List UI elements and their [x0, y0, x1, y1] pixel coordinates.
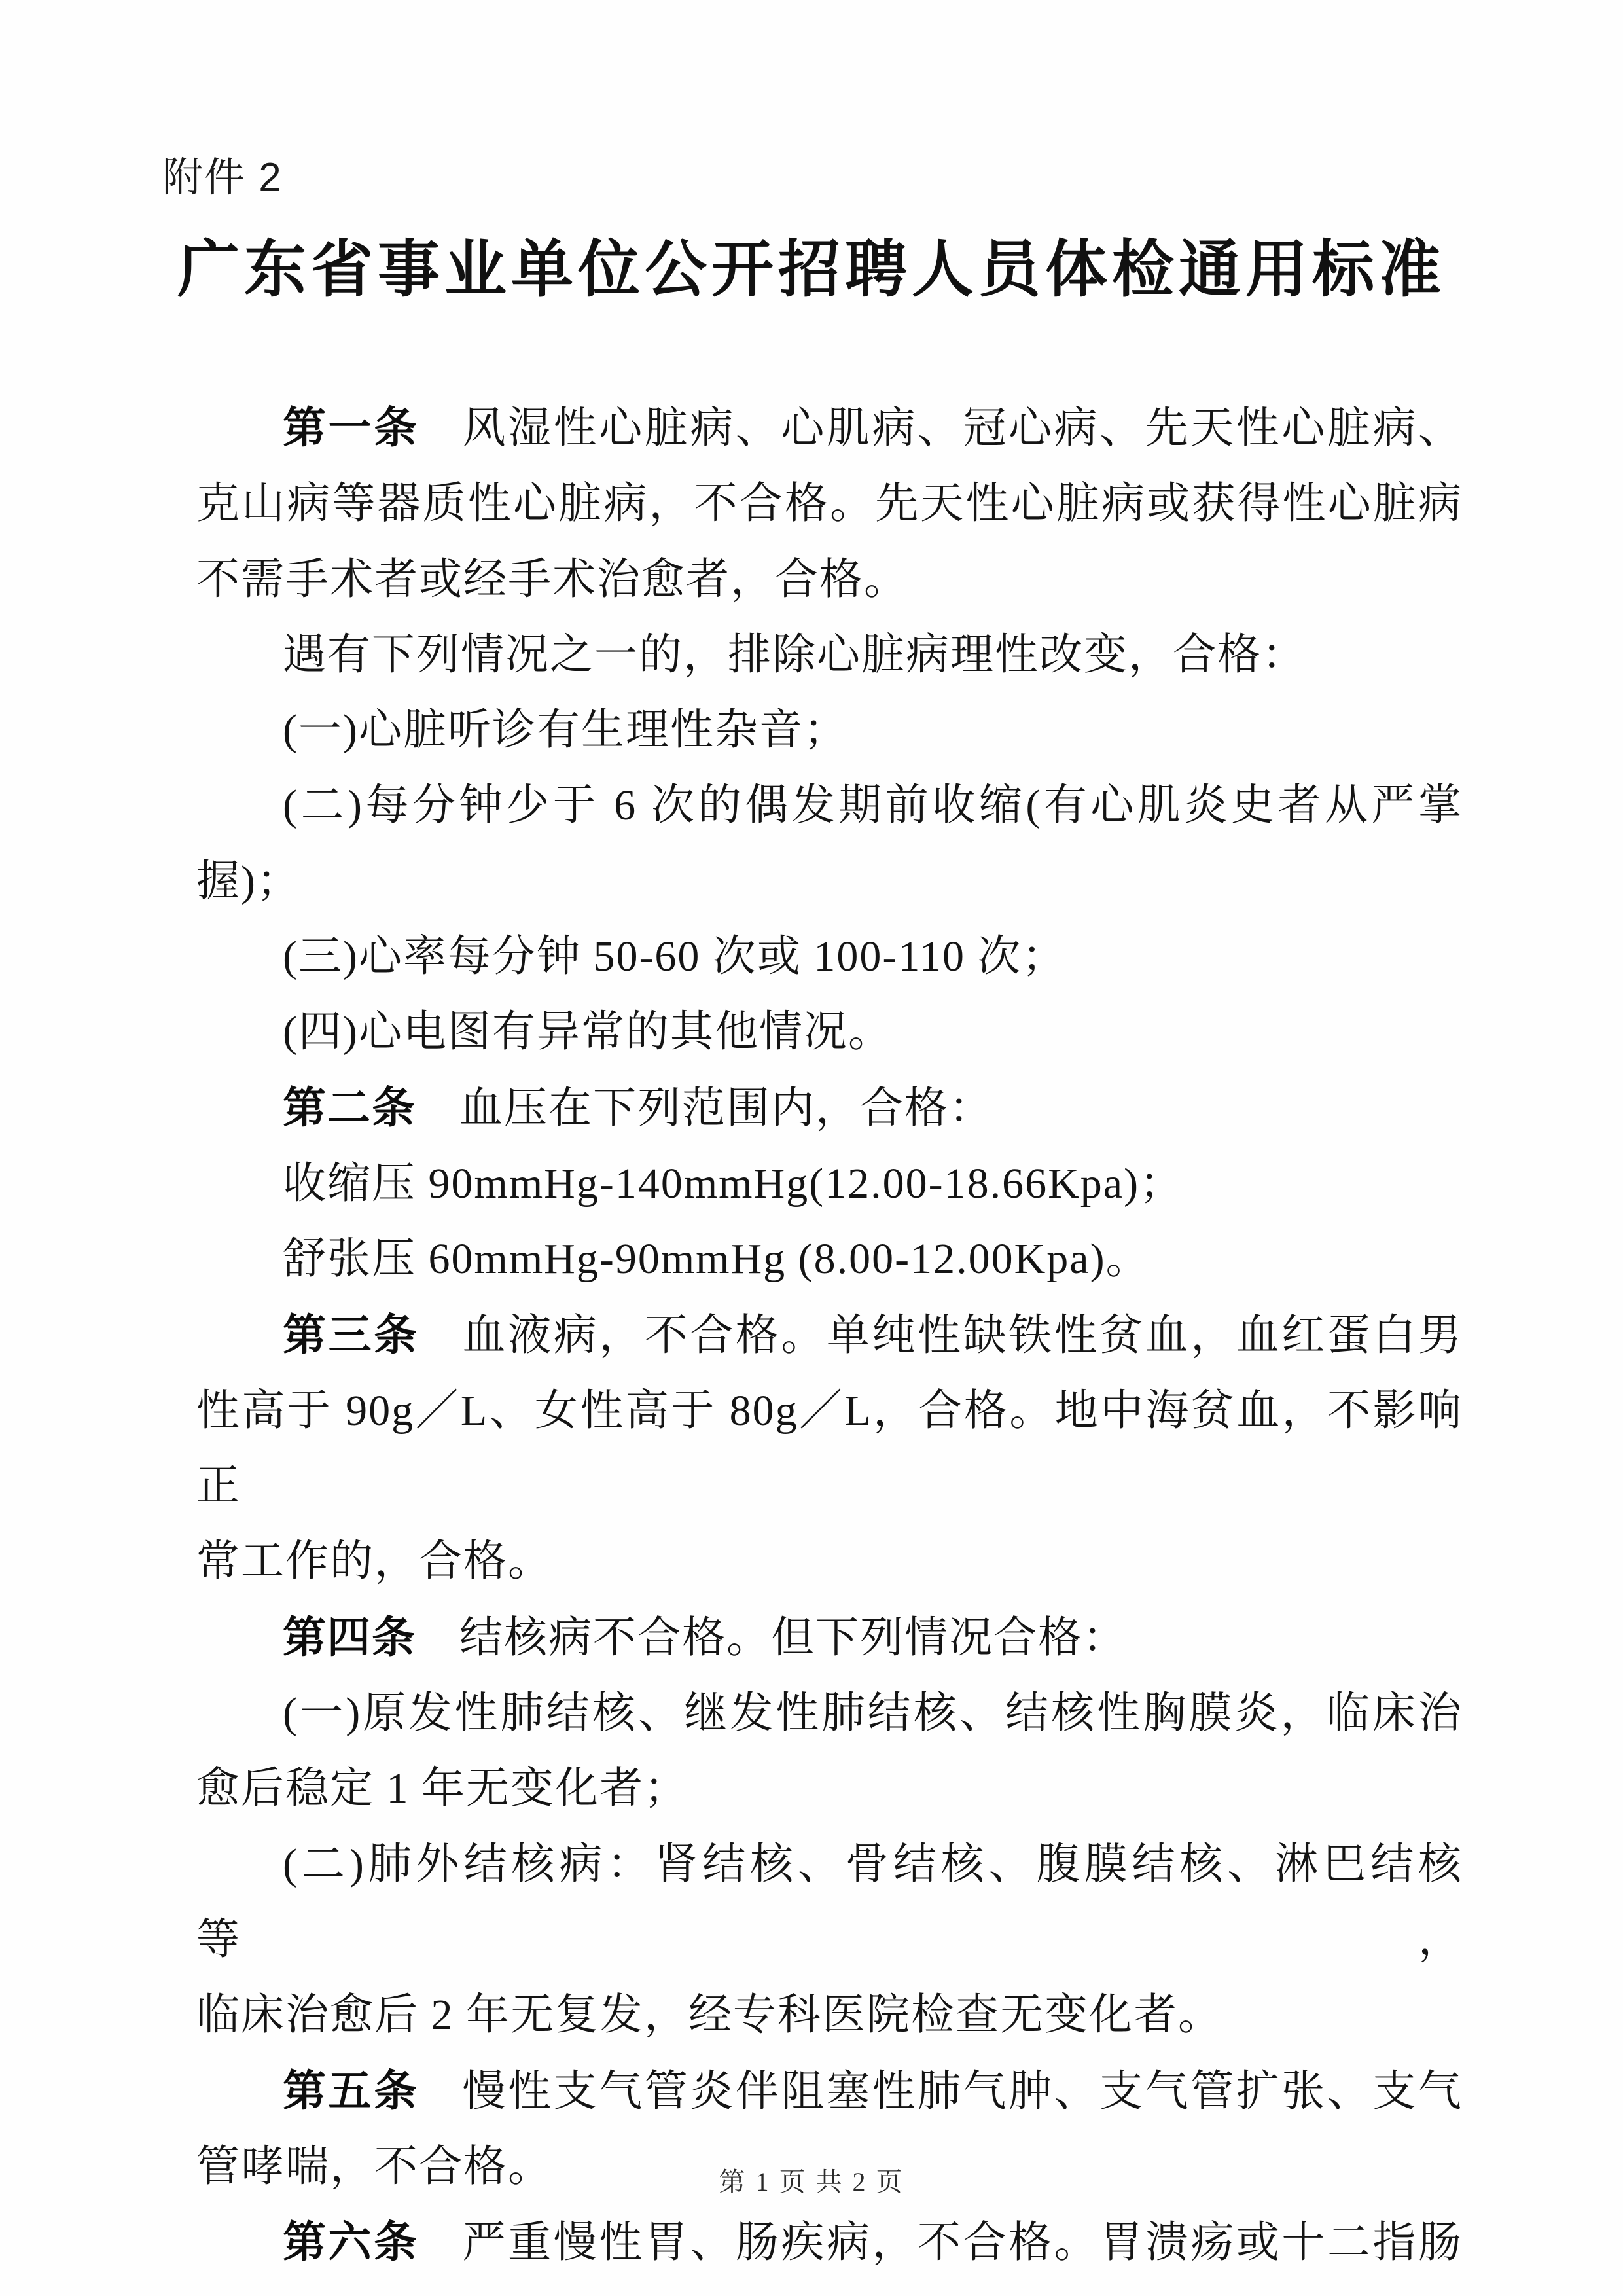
- line-text: (二)肺外结核病：肾结核、骨结核、腹膜结核、淋巴结核等，: [196, 1840, 1463, 1964]
- body-line: [196, 919, 1463, 994]
- document-body: [196, 390, 1463, 2280]
- body-line: [196, 1751, 1463, 1826]
- body-line: [196, 390, 1463, 466]
- line-text: 常工作的，合格。: [196, 1537, 552, 1586]
- line-text: (四)心电图有异常的其他情况。: [283, 1008, 893, 1056]
- body-line: [196, 617, 1463, 692]
- body-line: [196, 994, 1463, 1069]
- body-line: [196, 1676, 1463, 1751]
- body-line: [196, 1827, 1463, 1978]
- article-number: 第六条: [283, 2217, 419, 2267]
- body-line: [196, 542, 1463, 617]
- article-number: 第一条: [283, 403, 419, 452]
- body-line: [196, 1221, 1463, 1297]
- body-line: [196, 466, 1463, 541]
- line-text: 性高于 90g／L、女性高于 80g／L，合格。地中海贫血，不影响正: [196, 1386, 1463, 1511]
- line-text: (二)每分钟少于 6 次的偶发期前收缩(有心肌炎史者从严掌: [283, 781, 1463, 830]
- body-line: [196, 2204, 1463, 2280]
- line-text: 慢性支气管炎伴阻塞性肺气肿、支气管扩张、支气: [462, 2067, 1463, 2115]
- line-text: 克山病等器质性心脏病，不合格。先天性心脏病或获得性心脏病: [196, 480, 1463, 528]
- body-line: [196, 768, 1463, 843]
- body-line: [196, 1524, 1463, 1599]
- article-number: 第三条: [283, 1310, 419, 1359]
- attachment-label: 附件 2: [162, 155, 283, 200]
- body-line: [196, 2053, 1463, 2129]
- body-line: [196, 1600, 1463, 1676]
- line-text: (一)原发性肺结核、继发性肺结核、结核性胸膜炎，临床治: [283, 1689, 1463, 1738]
- line-text: 握)；: [196, 857, 301, 905]
- body-line: [196, 1297, 1463, 1373]
- article-number: 第二条: [283, 1083, 416, 1132]
- line-text: 收缩压 90mmHg-140mmHg(12.00-18.66Kpa)；: [283, 1159, 1185, 1208]
- line-text: 遇有下列情况之一的，排除心脏病理性改变，合格：: [283, 630, 1306, 679]
- line-text: 不需手术者或经手术治愈者，合格。: [196, 555, 908, 603]
- line-text: 管哮喘，不合格。: [196, 2142, 552, 2191]
- line-text: 血液病，不合格。单纯性缺铁性贫血，血红蛋白男: [462, 1311, 1463, 1359]
- body-line: [196, 844, 1463, 919]
- body-line: [196, 692, 1463, 768]
- line-text: 风湿性心脏病、心肌病、冠心病、先天性心脏病、: [462, 404, 1463, 452]
- document-title: 广东省事业单位公开招聘人员体检通用标准: [177, 235, 1446, 304]
- body-line: [196, 1070, 1463, 1146]
- line-text: 结核病不合格。但下列情况合格：: [459, 1613, 1127, 1662]
- line-text: (一)心脏听诊有生理性杂音；: [283, 706, 848, 755]
- body-line: [196, 1373, 1463, 1524]
- line-text: 严重慢性胃、肠疾病，不合格。胃溃疡或十二指肠: [462, 2219, 1463, 2267]
- body-line: [196, 1977, 1463, 2053]
- line-text: 血压在下列范围内，合格：: [459, 1084, 993, 1132]
- article-number: 第五条: [283, 2066, 419, 2115]
- line-text: (三)心率每分钟 50-60 次或 100-110 次；: [283, 933, 1067, 981]
- page-footer: 第 1 页 共 2 页: [719, 2167, 904, 2197]
- line-text: 临床治愈后 2 年无复发，经专科医院检查无变化者。: [196, 1991, 1222, 2039]
- body-line: [196, 1146, 1463, 1221]
- article-number: 第四条: [283, 1612, 416, 1661]
- line-text: 愈后稳定 1 年无变化者；: [196, 1765, 688, 1813]
- line-text: 舒张压 60mmHg-90mmHg (8.00-12.00Kpa)。: [283, 1235, 1150, 1283]
